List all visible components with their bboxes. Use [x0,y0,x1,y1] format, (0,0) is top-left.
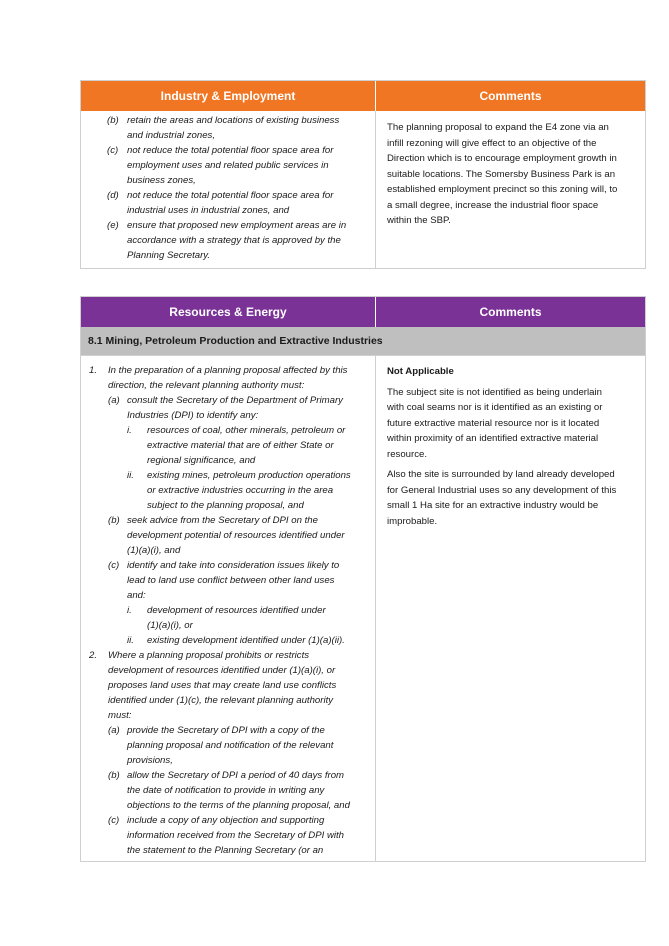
item-text-line: retain the areas and locations of existing business [127,115,340,126]
item-text-line: Planning Secretary. [127,250,211,261]
list-line [81,693,375,708]
list-line [81,408,375,423]
item-text-line: allow the Secretary of DPI a period of 40 days from [127,770,345,781]
item-text-line: existing development identified under (1)(a)(ii). [147,635,345,646]
item-text-line: Where a planning proposal prohibits or restricts [108,650,310,661]
item-text-line: objections to the terms of the planning proposal, and [127,800,350,811]
comment-line: within the SBP. [387,215,451,226]
item-text-line: subject to the planning proposal, and [147,500,304,511]
comment-text [387,120,639,229]
item-text-line: development potential of resources identified under [127,530,345,541]
list-line [81,513,375,528]
item-text-line: consult the Secretary of the Department of Primary [127,395,343,406]
direction-text-cell [81,356,376,862]
list-line [81,363,375,378]
item-label: (a) [108,725,120,736]
item-text-line: development of resources identified under [147,605,326,616]
list-line [81,813,375,828]
list-line [81,678,375,693]
comment-line: small 1 Ha site for an extractive industry would be [387,500,599,511]
comment-paragraph [387,385,639,463]
item-text-line: ensure that proposed new employment areas are in [127,220,347,231]
item-text-line: or extractive industries occurring in the area [147,485,334,496]
comment-line: The planning proposal to expand the E4 zone via an [387,122,609,133]
item-label: ii. [127,470,134,481]
header-comments: Comments [376,81,645,111]
list-line [81,378,375,393]
item-text-line: (1)(a)(i), and [127,545,181,556]
item-text-line: proposes land uses that may create land use conflicts [108,680,337,691]
table-header [81,297,645,327]
list-line [81,708,375,723]
item-text-line: development of resources identified under (1)(a)(i), or [108,665,336,676]
header-industry-employment: Industry & Employment [81,81,376,111]
not-applicable-label: Not Applicable [387,366,454,377]
list-line [81,783,375,798]
item-text-line: lead to land use conflict between other land uses [127,575,335,586]
comment-line: for General Industrial uses so any development of this [387,484,617,496]
comment-line: Also the site is surrounded by land already developed [387,469,615,480]
item-text-line: information received from the Secretary of DPI with [127,830,345,841]
comment-line: a small degree, increase the industrial floor space [387,199,599,211]
list-line [81,798,375,813]
list-item [81,143,375,188]
item-text-line: provide the Secretary of DPI with a copy of the [127,725,325,736]
item-text-line: must: [108,710,132,721]
item-label: (e) [107,220,119,231]
item-label: (c) [108,815,120,826]
list-line [81,528,375,543]
list-item [81,113,375,143]
list-line [81,828,375,843]
item-label: (c) [107,145,119,156]
list-line [81,723,375,738]
item-label: 1. [89,365,98,376]
item-text-line: not reduce the total potential floor space area for [127,145,334,156]
resources-energy-table [80,296,646,862]
comment-line: with coal seams nor is it identified as an existing or [387,402,603,413]
item-text-line: resources of coal, other minerals, petroleum or [147,425,346,436]
comment-line: resource. [387,448,427,460]
item-text-line: regional significance, and [147,455,256,466]
industry-employment-table [80,80,646,269]
comment-line: Direction which is to encourage employment growth in [387,153,617,164]
item-text-line: business zones, [127,175,196,186]
item-label: (c) [108,560,120,571]
item-text-line: employment uses and related public services in [127,160,329,171]
list-line [81,393,375,408]
comment-line: The subject site is not identified as being underlain [387,386,602,398]
item-label: ii. [127,635,134,646]
item-text-line: (1)(a)(i), or [147,620,193,631]
item-text-line: direction, the relevant planning authority must: [108,380,305,391]
list-line [81,573,375,588]
list-line [81,738,375,753]
item-label: (a) [108,395,120,406]
item-text-line: seek advice from the Secretary of DPI on the [127,515,318,526]
list-line [81,423,375,438]
list-line [81,453,375,468]
direction-text-cell [81,111,376,268]
item-text-line: industrial uses in industrial zones, and [127,205,290,216]
list-line [81,603,375,618]
comment-line: suitable locations. The Somersby Business Park is an [387,168,616,180]
item-text-line: existing mines, petroleum production operations [147,470,351,481]
item-text-line: and industrial zones, [127,130,215,141]
comment-line: established employment precinct so this zoning will, to [387,184,618,195]
table-row [81,356,645,862]
comment-paragraph [387,467,639,529]
item-text-line: accordance with a strategy that is approved by the [127,235,341,246]
table-header [81,81,645,111]
item-label: (b) [108,770,120,781]
section-heading: 8.1 Mining, Petroleum Production and Extractive Industries [81,327,645,356]
list-item [81,218,375,263]
item-text-line: planning proposal and notification of the relevant [127,740,334,751]
item-text-line: not reduce the total potential floor space area for [127,190,334,201]
list-line [81,438,375,453]
item-text-line: extractive material that are of either State or [147,440,334,451]
item-text-line: Industries (DPI) to identify any: [127,410,259,421]
header-resources-energy: Resources & Energy [81,297,376,327]
list-line [81,768,375,783]
comment-line: improbable. [387,515,438,527]
list-item [81,188,375,218]
list-line [81,483,375,498]
comment-line: within proximity of an identified extractive material [387,433,599,444]
list-line [81,663,375,678]
item-text-line: In the preparation of a planning proposal affected by this [108,365,348,376]
list-line [81,753,375,768]
item-label: (d) [107,190,119,201]
comment-line: infill rezoning will give effect to an objective of the [387,137,597,149]
comment-cell [376,356,645,862]
item-text-line: and: [127,590,146,601]
item-text-line: the statement to the Planning Secretary (or an [127,845,324,856]
list-line [81,588,375,603]
comment-cell [376,111,645,268]
list-line [81,498,375,513]
list-line [81,633,375,648]
list-line [81,843,375,858]
item-label: 2. [89,650,98,661]
item-label: (b) [108,515,120,526]
comment-line: future extractive material resource nor is it located [387,417,600,429]
list-line [81,648,375,663]
item-label: i. [127,425,132,436]
table-row [81,111,645,268]
item-text-line: the date of notification to provide in writing any [127,785,325,796]
list-line [81,618,375,633]
item-text-line: include a copy of any objection and supporting [127,815,325,826]
item-label: (b) [107,115,119,126]
header-comments: Comments [376,297,645,327]
list-line [81,468,375,483]
item-text-line: provisions, [127,755,173,766]
item-label: i. [127,605,132,616]
item-text-line: identify and take into consideration issues likely to [127,560,340,571]
list-line [81,543,375,558]
list-line [81,558,375,573]
item-text-line: identified under (1)(c), the relevant planning authority [108,695,334,706]
